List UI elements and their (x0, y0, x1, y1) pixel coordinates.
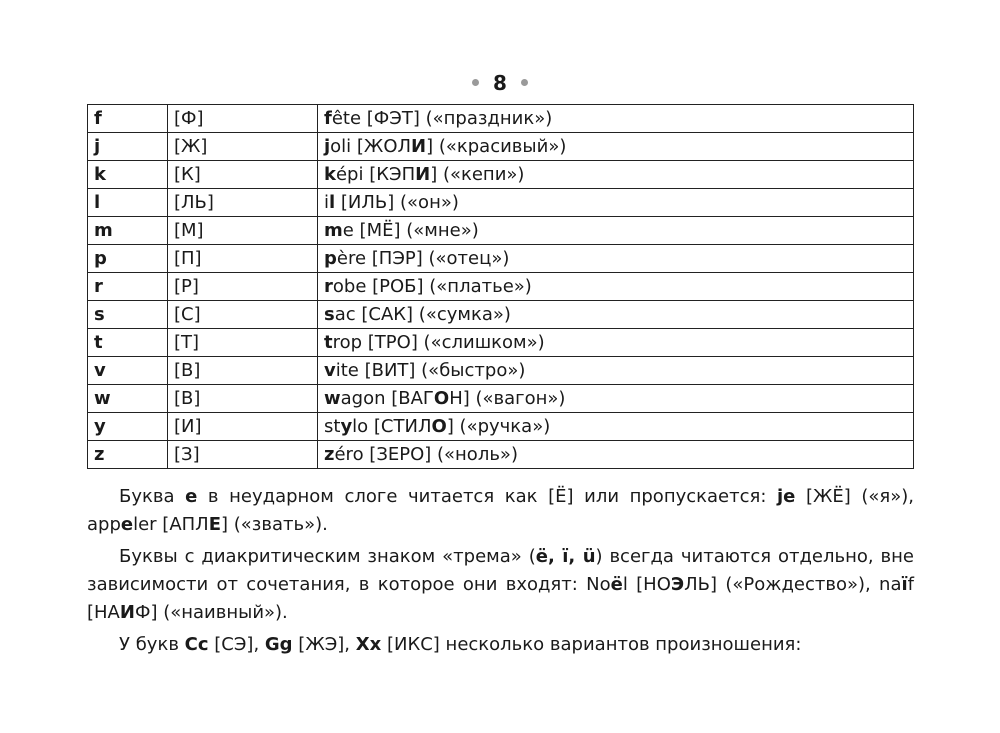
sound-cell: [Ж] (168, 133, 318, 161)
paragraph (87, 631, 914, 659)
example-cell (318, 329, 914, 357)
letter-cell: s (88, 301, 168, 329)
table-row (88, 217, 914, 245)
sound-cell: [П] (168, 245, 318, 273)
phonetics-table (87, 104, 914, 469)
example-cell (318, 133, 914, 161)
text-segment: i (324, 191, 330, 213)
text-segment: lo [СТИЛ (352, 415, 432, 437)
text-segment: [ИКС] несколько вариантов произношения: (381, 634, 802, 655)
letter-cell: p (88, 245, 168, 273)
bold-segment: e (120, 514, 134, 535)
bold-segment: je (777, 486, 796, 507)
table-row (88, 413, 914, 441)
explanation-text (87, 483, 914, 663)
letter-cell: f (88, 105, 168, 133)
paragraph (87, 483, 914, 539)
bold-segment: ë, ï, ü (535, 546, 596, 567)
bullet-right-icon (521, 79, 528, 86)
sound-cell: [М] (168, 217, 318, 245)
letter-cell: t (88, 329, 168, 357)
text-segment: ) всегда читаются отдельно, вне зависимости от сочетания, в которое они входят: No (87, 546, 914, 595)
sound-cell: [Ф] (168, 105, 318, 133)
example-cell (318, 217, 914, 245)
table-row (88, 385, 914, 413)
text-segment: ] («звать»). (221, 514, 328, 535)
text-segment: ite [ВИТ] («быстро») (335, 359, 526, 381)
text-segment: ler [АПЛ (133, 514, 209, 535)
sound-cell: [ЛЬ] (168, 189, 318, 217)
sound-cell: [В] (168, 385, 318, 413)
bold-segment: И (119, 602, 135, 623)
text-segment: Буква (119, 486, 186, 507)
table-row (88, 105, 914, 133)
text-segment: épi [КЭП (335, 163, 416, 185)
example-cell (318, 301, 914, 329)
bold-segment: m (324, 219, 343, 241)
example-cell (318, 441, 914, 469)
bold-segment: ï (901, 574, 908, 595)
example-cell (318, 385, 914, 413)
page-number: 8 (493, 71, 507, 95)
bold-segment: e (185, 486, 198, 507)
bold-segment: j (324, 135, 331, 157)
text-segment: f [НА (87, 574, 915, 623)
text-segment: Буквы с диакритическим знаком «трема» ( (119, 546, 536, 567)
text-segment: oli [ЖОЛ (330, 135, 412, 157)
bold-segment: О (433, 387, 450, 409)
text-segment: agon [ВАГ (340, 387, 434, 409)
text-segment: ac [САК] («сумка») (334, 303, 511, 325)
text-segment: e [МЁ] («мне») (342, 219, 479, 241)
text-segment: st (324, 415, 341, 437)
example-cell (318, 273, 914, 301)
text-segment: ] («красивый») (426, 135, 567, 157)
letter-cell: m (88, 217, 168, 245)
sound-cell: [З] (168, 441, 318, 469)
table-row (88, 357, 914, 385)
bold-segment: Э (670, 574, 685, 595)
table-row (88, 189, 914, 217)
sound-cell: [К] (168, 161, 318, 189)
bold-segment: k (324, 163, 336, 185)
bold-segment: p (324, 247, 337, 269)
text-segment: в неударном слоге читается как [Ё] или пропускается: (197, 486, 777, 507)
bold-segment: f (324, 107, 332, 129)
example-cell (318, 245, 914, 273)
example-cell (318, 357, 914, 385)
text-segment: ête [ФЭТ] («праздник») (331, 107, 553, 129)
example-cell (318, 105, 914, 133)
sound-cell: [Р] (168, 273, 318, 301)
bold-segment: Cc (184, 634, 209, 655)
letter-cell: l (88, 189, 168, 217)
phonetics-table-body (88, 105, 914, 469)
bold-segment: r (324, 275, 333, 297)
table-row (88, 329, 914, 357)
table-row (88, 301, 914, 329)
text-segment: éro [ЗЕРО] («ноль») (334, 443, 518, 465)
letter-cell: z (88, 441, 168, 469)
letter-cell: k (88, 161, 168, 189)
letter-cell: w (88, 385, 168, 413)
text-segment: ère [ПЭР] («отец») (336, 247, 510, 269)
sound-cell: [И] (168, 413, 318, 441)
bold-segment: l (329, 191, 336, 213)
table-row (88, 161, 914, 189)
bold-segment: Xx (355, 634, 382, 655)
table-row (88, 133, 914, 161)
text-segment: У букв (119, 634, 185, 655)
text-segment: [ЖЭ], (292, 634, 356, 655)
text-segment: ] («кепи») (430, 163, 525, 185)
letter-cell: j (88, 133, 168, 161)
bold-segment: t (324, 331, 333, 353)
text-segment: rop [ТРО] («слишком») (332, 331, 545, 353)
bold-segment: И (415, 163, 431, 185)
example-cell (318, 161, 914, 189)
bold-segment: y (340, 415, 353, 437)
sound-cell: [В] (168, 357, 318, 385)
text-segment: ] («ручка») (446, 415, 551, 437)
bold-segment: v (324, 359, 336, 381)
sound-cell: [С] (168, 301, 318, 329)
bullet-left-icon (472, 79, 479, 86)
bold-segment: s (324, 303, 335, 325)
table-row (88, 273, 914, 301)
bold-segment: ë (610, 574, 623, 595)
paragraph (87, 543, 914, 627)
letter-cell: r (88, 273, 168, 301)
bold-segment: И (411, 135, 427, 157)
text-segment: [ЖЁ] («я»), app (87, 486, 915, 535)
example-cell (318, 413, 914, 441)
table-row (88, 245, 914, 273)
text-segment: Н] («вагон») (449, 387, 566, 409)
bold-segment: z (324, 443, 335, 465)
table-row (88, 441, 914, 469)
text-segment: l [НО (622, 574, 671, 595)
bold-segment: w (324, 387, 341, 409)
bold-segment: О (431, 415, 447, 437)
text-segment: [ИЛЬ] («он») (335, 191, 459, 213)
text-segment: obe [РОБ] («платье») (332, 275, 532, 297)
bold-segment: Е (208, 514, 222, 535)
example-cell (318, 189, 914, 217)
text-segment: Ф] («наивный»). (134, 602, 288, 623)
letter-cell: v (88, 357, 168, 385)
bold-segment: Gg (264, 634, 293, 655)
text-segment: ЛЬ] («Рождество»), na (684, 574, 902, 595)
text-segment: [СЭ], (208, 634, 265, 655)
page-header (0, 70, 1000, 96)
sound-cell: [Т] (168, 329, 318, 357)
letter-cell: y (88, 413, 168, 441)
